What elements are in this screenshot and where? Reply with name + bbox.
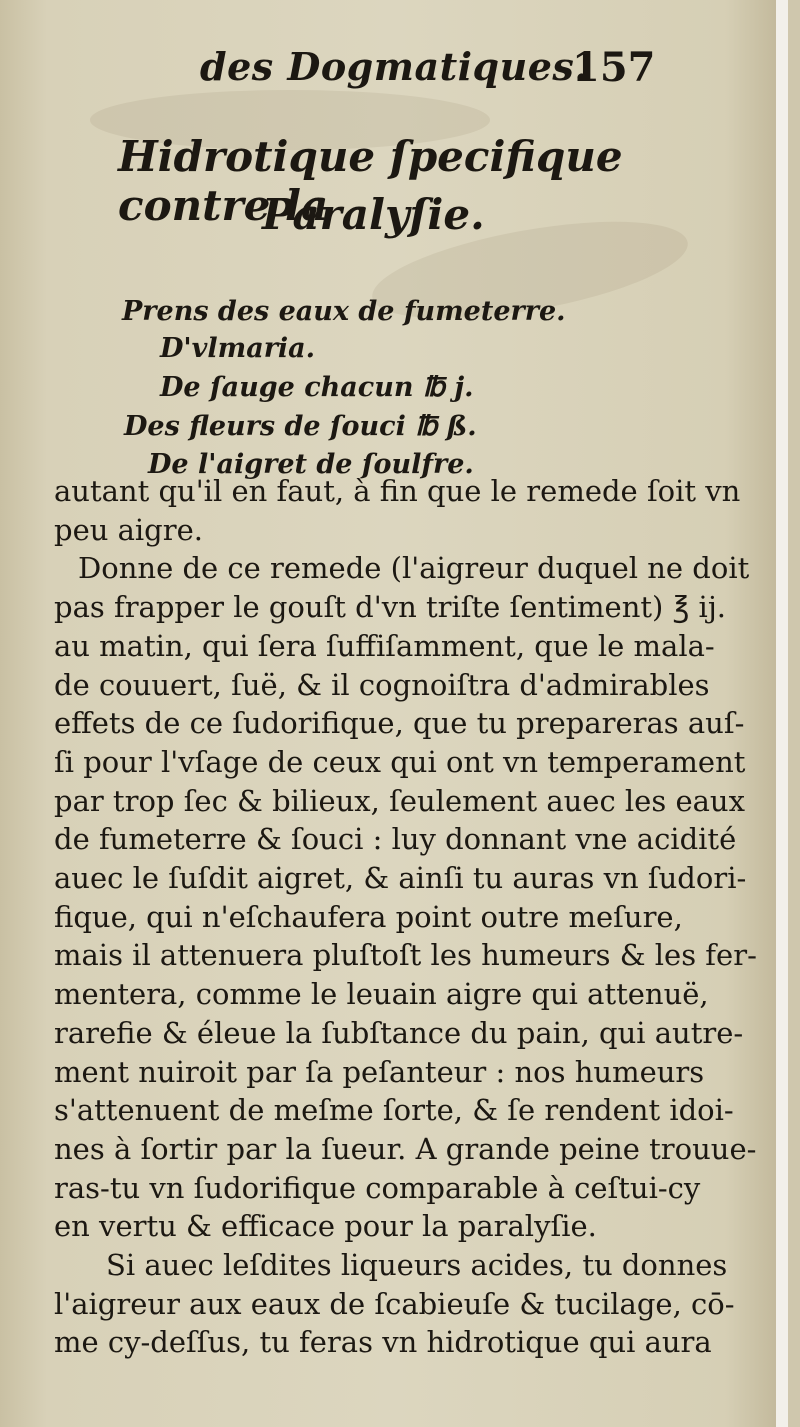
section-title-line-2: Paralyſie. bbox=[262, 190, 485, 239]
text-line: mentera, comme le leuain aigre qui attenuë, bbox=[54, 977, 709, 1012]
text-line: ment nuiroit par ſa peſanteur : nos humeurs bbox=[54, 1054, 705, 1089]
text-line: pas frapper le gouſt d'vn triſte ſentiment) ℥ ij. bbox=[54, 590, 727, 625]
text-line: rarefie & éleue la ſubſtance du pain, qui autre- bbox=[54, 1015, 744, 1050]
page-number: 157 bbox=[572, 44, 656, 91]
page-header bbox=[200, 44, 680, 104]
recipe-line: De ſauge chacun ℔ j. bbox=[160, 372, 474, 403]
text-line: ſi pour l'vſage de ceux qui ont vn temperament bbox=[54, 744, 746, 779]
text-line: peu aigre. bbox=[54, 512, 203, 547]
text-line: autant qu'il en faut, à fin que le remede ſoit vn bbox=[54, 474, 741, 508]
section-title-line-1: Hidrotique ſpecifique contre la bbox=[118, 132, 623, 230]
text-line: par trop ſec & bilieux, ſeulement auec les eaux bbox=[54, 783, 745, 818]
text-line: effets de ce ſudorifique, que tu prepareras auſ- bbox=[54, 706, 745, 741]
text-line: en vertu & efficace pour la paralyſie. bbox=[54, 1209, 597, 1244]
text-line: Donne de ce remede (l'aigreur duquel ne doit bbox=[78, 551, 750, 586]
text-line: auec le ſuſdit aigret, & ainſi tu auras vn ſudori- bbox=[54, 861, 747, 896]
running-head: des Dogmatiques. bbox=[200, 44, 589, 89]
recipe-line: Prens des eaux de fumeterre. bbox=[122, 296, 566, 327]
text-line: Si auec leſdites liqueurs acides, tu donnes bbox=[106, 1248, 728, 1283]
text-line: mais il attenuera pluſtoſt les humeurs & les fer- bbox=[54, 938, 757, 973]
scan-border bbox=[776, 0, 788, 1427]
text-line: de fumeterre & ſouci : luy donnant vne acidité bbox=[54, 822, 737, 857]
text-line: ras-tu vn ſudorifique comparable à ceſtui-cy bbox=[54, 1170, 701, 1205]
text-line: me cy-deſſus, tu feras vn hidrotique qui aura bbox=[54, 1325, 712, 1360]
recipe-line: Des fleurs de ſouci ℔ ß. bbox=[124, 411, 477, 442]
recipe-line: De l'aigret de ſoulfre. bbox=[148, 449, 474, 480]
text-line: nes à ſortir par la ſueur. A grande peine trouue- bbox=[54, 1131, 757, 1166]
text-line: fique, qui n'eſchaufera point outre meſure, bbox=[54, 899, 683, 934]
text-line: l'aigreur aux eaux de ſcabieuſe & tucilage, cō- bbox=[54, 1286, 735, 1321]
body-paragraphs bbox=[54, 472, 757, 1362]
recipe-line: D'vlmaria. bbox=[160, 333, 316, 364]
text-line: s'attenuent de meſme ſorte, & ſe rendent idoi- bbox=[54, 1093, 734, 1128]
text-line: de couuert, ſuë, & il cognoiſtra d'admirables bbox=[54, 667, 710, 702]
text-line: au matin, qui ſera ſuffiſamment, que le mala- bbox=[54, 628, 715, 663]
